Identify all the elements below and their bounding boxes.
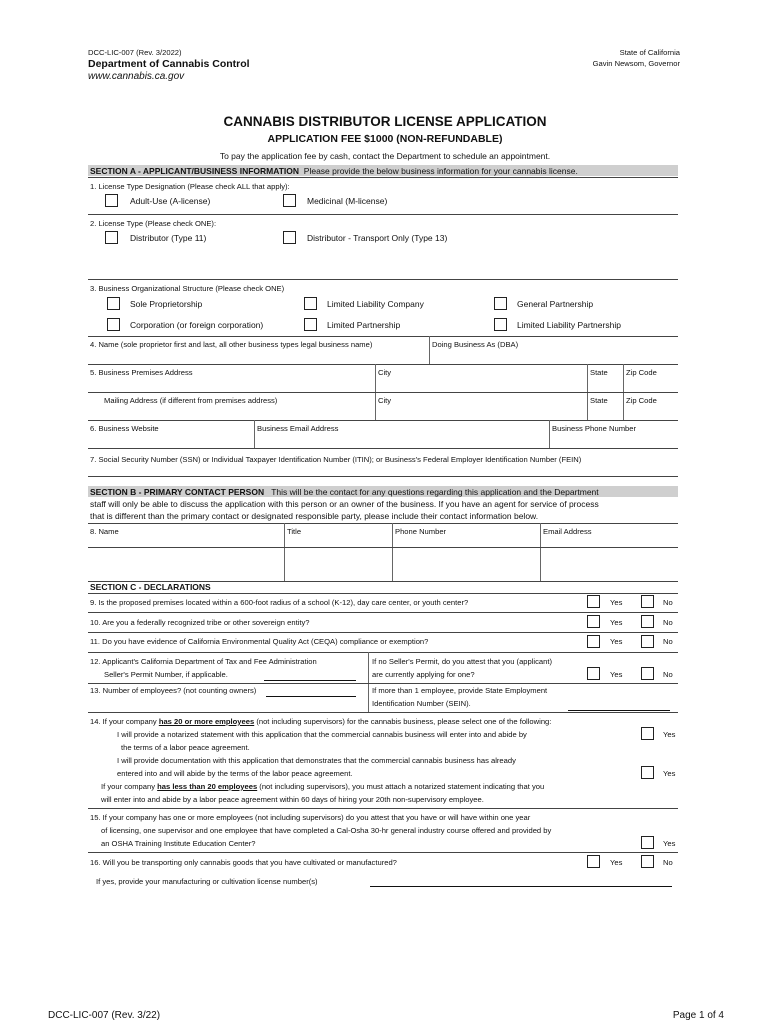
distributor-type11-checkbox[interactable] bbox=[105, 231, 118, 244]
q16-yes-label: Yes bbox=[610, 858, 623, 867]
license-number-field[interactable] bbox=[370, 886, 672, 887]
q12-attest-label-2: are currently applying for one? bbox=[372, 670, 475, 679]
q15-label: 15. If your company has one or more employees (not including supervisors) do you attest that you have or will have within one year bbox=[90, 813, 531, 822]
q14-option-a-2: the terms of a labor peace agreement. bbox=[121, 743, 250, 752]
adult-use-checkbox[interactable] bbox=[105, 194, 118, 207]
q10-label: 10. Are you a federally recognized tribe or other sovereign entity? bbox=[90, 618, 310, 627]
sole-proprietorship-label: Sole Proprietorship bbox=[130, 299, 203, 309]
cash-note: To pay the application fee by cash, contact the Department to schedule an appointment. bbox=[219, 151, 551, 161]
q15-yes-label: Yes bbox=[663, 839, 676, 848]
governor-name: Gavin Newsom, Governor bbox=[592, 59, 680, 68]
q2-label: 2. License Type (Please check ONE): bbox=[90, 219, 217, 228]
q14-label: 14. If your company has 20 or more employees (not including supervisors) for the cannabis business, please select one of the following: bbox=[90, 717, 552, 726]
llp-label: Limited Liability Partnership bbox=[517, 320, 621, 330]
q10-yes-label: Yes bbox=[610, 618, 623, 627]
dba-label: Doing Business As (DBA) bbox=[432, 340, 519, 349]
q14-less-than-20-2: will enter into and abide by a labor peace agreement within 60 days of hiring your 20th non-supervisory employee. bbox=[101, 795, 484, 804]
mailing-state-label: State bbox=[590, 396, 608, 405]
section-b-line3: that is different than the primary contact or designated responsible party, please include their contact information below. bbox=[90, 511, 539, 521]
mailing-address-label: Mailing Address (if different from premises address) bbox=[104, 396, 278, 405]
sein-field[interactable] bbox=[568, 710, 670, 711]
section-a-heading: SECTION A - APPLICANT/BUSINESS INFORMATION Please provide the below business information for your cannabis license. bbox=[90, 166, 578, 176]
business-email-label: Business Email Address bbox=[257, 424, 339, 433]
application-fee: APPLICATION FEE $1000 (NON-REFUNDABLE) bbox=[267, 133, 503, 145]
distributor-type11-label: Distributor (Type 11) bbox=[130, 233, 207, 243]
q7-label: 7. Social Security Number (SSN) or Individual Taxpayer Identification Number (ITIN); or Business's Federal Employer Identification Number (FEIN) bbox=[90, 455, 582, 464]
q11-yes-checkbox[interactable] bbox=[587, 635, 600, 648]
footer-form-id: DCC-LIC-007 (Rev. 3/22) bbox=[48, 1010, 161, 1021]
q9-label: 9. Is the proposed premises located within a 600-foot radius of a school (K-12), day care center, or youth center? bbox=[90, 598, 469, 607]
contact-phone-label: Phone Number bbox=[395, 527, 447, 536]
q14-option-b-yes: Yes bbox=[663, 769, 676, 778]
q14-option-a-yes: Yes bbox=[663, 730, 676, 739]
q14-less-than-20: If your company has less than 20 employees (not including supervisors), you must attach a notarized statement indicating that you bbox=[101, 782, 545, 791]
state-name: State of California bbox=[619, 48, 680, 57]
form-id: DCC-LIC-007 (Rev. 3/2022) bbox=[88, 48, 182, 57]
limited-partnership-label: Limited Partnership bbox=[327, 320, 401, 330]
q14-option-b-checkbox[interactable] bbox=[641, 766, 654, 779]
department-website[interactable]: www.cannabis.ca.gov bbox=[88, 71, 185, 82]
q11-no-label: No bbox=[663, 637, 673, 646]
q1-label: 1. License Type Designation (Please check ALL that apply): bbox=[90, 182, 290, 191]
premises-state-label: State bbox=[590, 368, 608, 377]
llc-label: Limited Liability Company bbox=[327, 299, 424, 309]
q15-label-2: of licensing, one supervisor and one employee that have completed a Cal-Osha 30-hr general industry course offered and provided by bbox=[101, 826, 552, 835]
q16-license-number-label: If yes, provide your manufacturing or cultivation license number(s) bbox=[96, 877, 318, 886]
q12-yes-label: Yes bbox=[610, 670, 623, 679]
employee-count-field[interactable] bbox=[266, 696, 356, 697]
q16-no-checkbox[interactable] bbox=[641, 855, 654, 868]
q9-yes-label: Yes bbox=[610, 598, 623, 607]
q12-no-checkbox[interactable] bbox=[641, 667, 654, 680]
page-title: CANNABIS DISTRIBUTOR LICENSE APPLICATION bbox=[223, 114, 547, 129]
section-b-line2: staff will only be able to discuss the application with this person or an owner of the business. If you have an agent for service of process bbox=[90, 499, 599, 509]
corporation-label: Corporation (or foreign corporation) bbox=[130, 320, 264, 330]
q16-yes-checkbox[interactable] bbox=[587, 855, 600, 868]
transport-only-type13-label: Distributor - Transport Only (Type 13) bbox=[307, 233, 448, 243]
general-partnership-label: General Partnership bbox=[517, 299, 594, 309]
q11-label: 11. Do you have evidence of California Environmental Quality Act (CEQA) compliance or exemption? bbox=[90, 637, 429, 646]
q9-no-label: No bbox=[663, 598, 673, 607]
q13-sein-label-2: Identification Number (SEIN). bbox=[372, 699, 471, 708]
section-b-heading: SECTION B - PRIMARY CONTACT PERSON This will be the contact for any questions regarding this application and the Department bbox=[90, 487, 599, 497]
q12-label-2: Seller's Permit Number, if applicable. bbox=[104, 670, 228, 679]
q12-yes-checkbox[interactable] bbox=[587, 667, 600, 680]
q15-label-3: an OSHA Training Institute Education Center? bbox=[101, 839, 256, 848]
department-name: Department of Cannabis Control bbox=[88, 58, 250, 70]
q11-no-checkbox[interactable] bbox=[641, 635, 654, 648]
q4-label: 4. Name (sole proprietor first and last, all other business types legal business name) bbox=[90, 340, 373, 349]
transport-only-type13-checkbox[interactable] bbox=[283, 231, 296, 244]
mailing-city-label: City bbox=[378, 396, 392, 405]
premises-zip-label: Zip Code bbox=[626, 368, 657, 377]
q6-label: 6. Business Website bbox=[90, 424, 159, 433]
q10-no-checkbox[interactable] bbox=[641, 615, 654, 628]
q15-yes-checkbox[interactable] bbox=[641, 836, 654, 849]
q8-label: 8. Name bbox=[90, 527, 119, 536]
general-partnership-checkbox[interactable] bbox=[494, 297, 507, 310]
q12-no-label: No bbox=[663, 670, 673, 679]
q16-no-label: No bbox=[663, 858, 673, 867]
business-phone-label: Business Phone Number bbox=[552, 424, 636, 433]
q9-no-checkbox[interactable] bbox=[641, 595, 654, 608]
sellers-permit-field[interactable] bbox=[264, 680, 356, 681]
contact-title-label: Title bbox=[287, 527, 302, 536]
q10-no-label: No bbox=[663, 618, 673, 627]
limited-partnership-checkbox[interactable] bbox=[304, 318, 317, 331]
corporation-checkbox[interactable] bbox=[107, 318, 120, 331]
q16-label: 16. Will you be transporting only cannabis goods that you have cultivated or manufactured? bbox=[90, 858, 397, 867]
llc-checkbox[interactable] bbox=[304, 297, 317, 310]
premises-city-label: City bbox=[378, 368, 392, 377]
q5-label: 5. Business Premises Address bbox=[90, 368, 193, 377]
q11-yes-label: Yes bbox=[610, 637, 623, 646]
section-c-heading: SECTION C - DECLARATIONS bbox=[90, 582, 211, 592]
q14-option-a-checkbox[interactable] bbox=[641, 727, 654, 740]
medicinal-checkbox[interactable] bbox=[283, 194, 296, 207]
q13-sein-label: If more than 1 employee, provide State Employment bbox=[372, 686, 548, 695]
sole-proprietorship-checkbox[interactable] bbox=[107, 297, 120, 310]
adult-use-label: Adult-Use (A-license) bbox=[130, 196, 211, 206]
q13-label: 13. Number of employees? (not counting owners) bbox=[90, 686, 257, 695]
q14-option-b: I will provide documentation with this application that demonstrates that the commercial cannabis business has already bbox=[117, 756, 516, 765]
q14-option-b-2: entered into and will abide by the terms of the labor peace agreement. bbox=[117, 769, 353, 778]
mailing-zip-label: Zip Code bbox=[626, 396, 657, 405]
q14-option-a: I will provide a notarized statement with this application that the commercial cannabis business will enter into and abide by bbox=[117, 730, 527, 739]
q12-attest-label: If no Seller's Permit, do you attest that you (applicant) bbox=[372, 657, 552, 666]
page-number: Page 1 of 4 bbox=[672, 1010, 724, 1021]
q12-label: 12. Applicant's California Department of Tax and Fee Administration bbox=[90, 657, 317, 666]
q3-label: 3. Business Organizational Structure (Please check ONE) bbox=[90, 284, 285, 293]
q10-yes-checkbox[interactable] bbox=[587, 615, 600, 628]
llp-checkbox[interactable] bbox=[494, 318, 507, 331]
q9-yes-checkbox[interactable] bbox=[587, 595, 600, 608]
medicinal-label: Medicinal (M-license) bbox=[307, 196, 388, 206]
contact-email-label: Email Address bbox=[543, 527, 592, 536]
